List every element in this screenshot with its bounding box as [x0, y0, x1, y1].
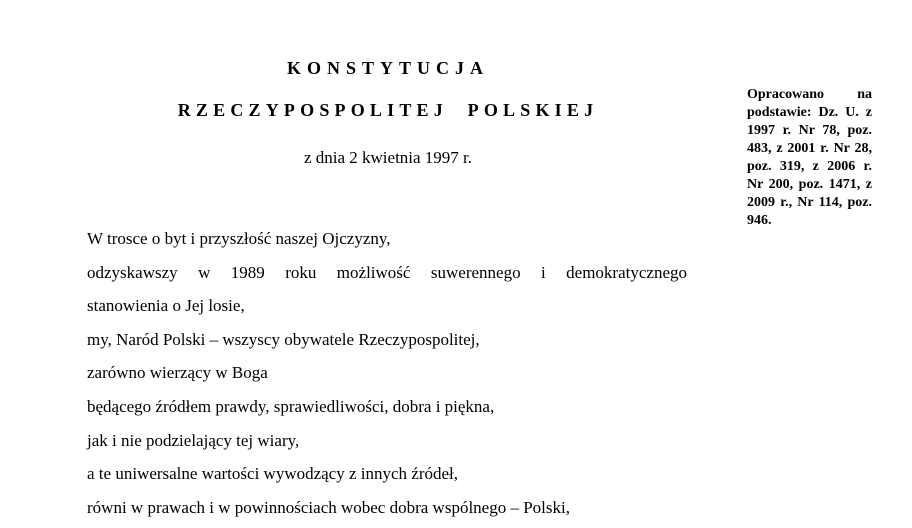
preamble-line: będącego źródłem prawdy, sprawiedliwości, dobra i piękna, — [87, 396, 495, 416]
preamble-line: W trosce o byt i przyszłość naszej Ojczyzny, — [87, 229, 391, 248]
document-title: KONSTYTUCJA — [286, 58, 490, 78]
document-subtitle: RZECZYPOSPOLITEJ POLSKIEJ — [177, 100, 599, 120]
preamble-line: odzyskawszy w 1989 roku możliwość suwerennego i demokratycznego — [87, 262, 687, 282]
preamble-line: jak i nie podzielający tej wiary, — [87, 430, 300, 450]
preamble-text — [87, 222, 687, 524]
preamble-line: stanowienia o Jej losie, — [87, 296, 245, 316]
preamble-line: a te uniwersalne wartości wywodzący z innych źródeł, — [87, 464, 459, 484]
document-date: z dnia 2 kwietnia 1997 r. — [303, 148, 473, 167]
source-note: Opracowano na podstawie: Dz. U. z 1997 r. Nr 78, poz. 483, z 2001 r. Nr 28, poz. 319, z 2006 r. Nr 200, poz. 1471, z 2009 r., Nr 114, poz. 946. — [747, 87, 872, 228]
preamble-line: równi w prawach i w powinnościach wobec dobra wspólnego – Polski, — [87, 497, 570, 517]
preamble-line: zarówno wierzący w Boga — [87, 363, 268, 383]
preamble-line: my, Naród Polski – wszyscy obywatele Rzeczypospolitej, — [87, 329, 480, 349]
